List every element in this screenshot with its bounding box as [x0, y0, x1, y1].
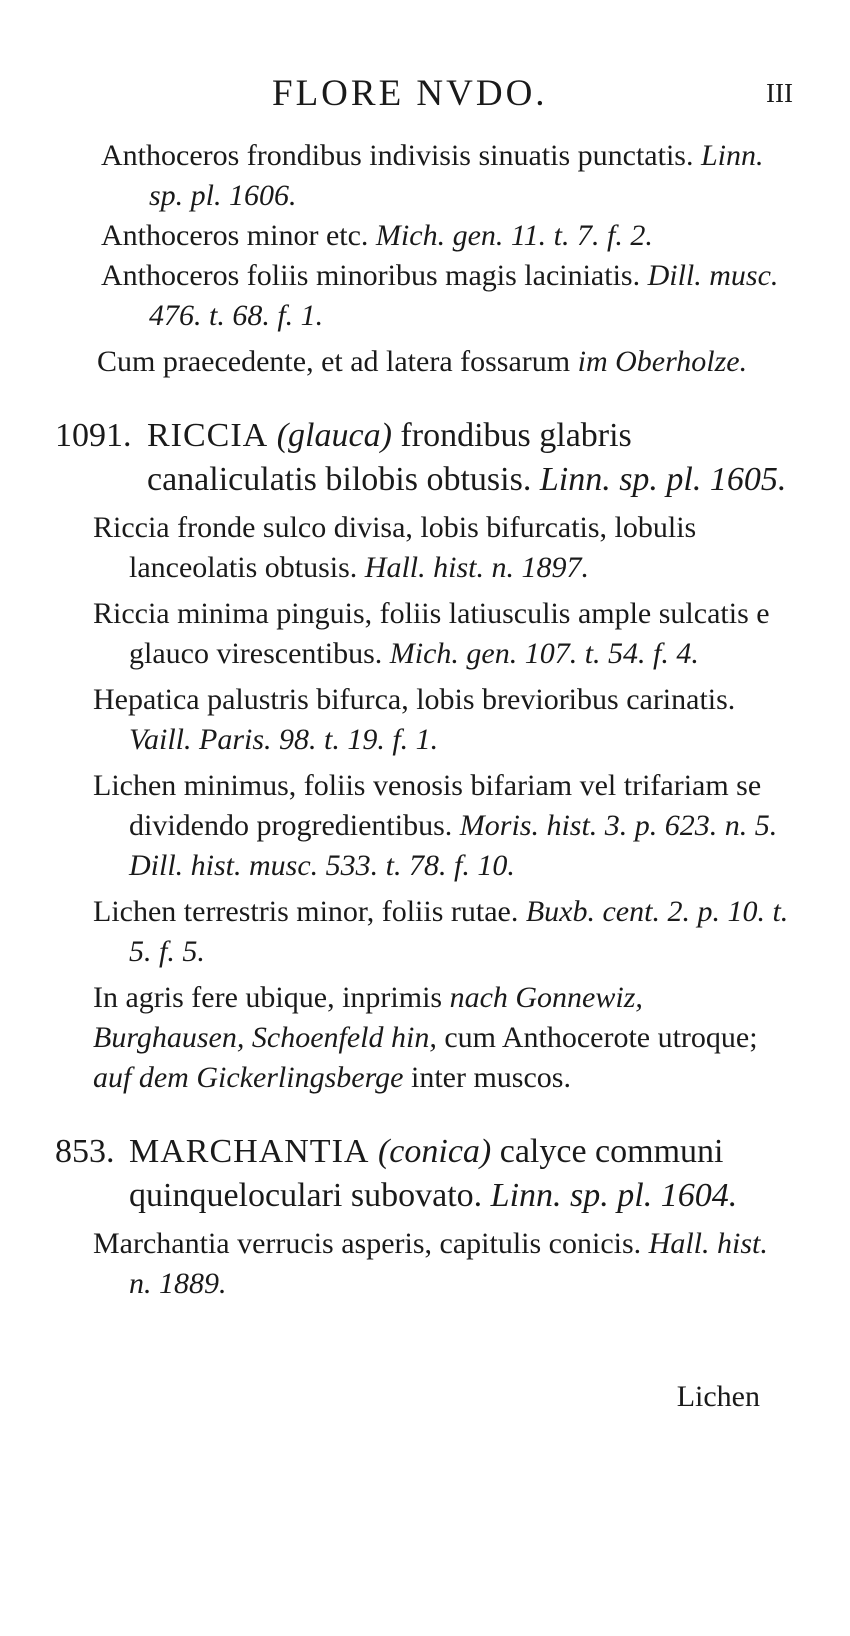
synonym-text: Lichen minimus, foliis venosis bifariam vel trifariam se dividendo progredientibus. — [93, 769, 762, 842]
synonym-reference: Dill. musc. 476. t. 68. f. 1. — [149, 259, 779, 332]
diagnosis-reference: Linn. sp. pl. 1604. — [490, 1177, 738, 1214]
synonym-text: Riccia minima pinguis, foliis latiusculis ample sulcatis e glauco virescentibus. — [93, 597, 770, 670]
entry-853-marchantia — [55, 1130, 795, 1218]
habitat-text: cum Anthocerote utroque; — [444, 1021, 758, 1054]
entry-1091-riccia — [55, 414, 795, 502]
synonym-text: Anthoceros foliis minoribus magis laciniatis. — [101, 259, 641, 292]
habitat-place: auf dem Gickerlingsberge — [93, 1061, 404, 1094]
synonym-reference: Mich. gen. 11. t. 7. f. 2. — [375, 219, 653, 252]
habitat-text: inter muscos. — [410, 1061, 571, 1094]
synonym-text: Riccia fronde sulco divisa, lobis bifurcatis, lobulis lanceolatis obtusis. — [93, 511, 697, 584]
synonym-reference: Vaill. Paris. 98. t. 19. f. 1. — [129, 723, 439, 756]
genus-name: MARCHANTIA — [129, 1133, 370, 1170]
synonym-text: Lichen terrestris minor, foliis rutae. — [93, 895, 519, 928]
entry-number: 853. — [55, 1133, 115, 1170]
synonym-text: Anthoceros minor etc. — [101, 219, 369, 252]
habitat-text: In agris fere ubique, inprimis — [93, 981, 443, 1014]
page-number: III — [766, 78, 793, 108]
catchword: Lichen — [676, 1380, 760, 1413]
diagnosis: frondibus glabris canaliculatis bilobis obtusis. — [147, 417, 632, 498]
synonym-lichen-minimus — [93, 766, 795, 886]
synonym-marchantia — [93, 1224, 795, 1304]
species-epithet: (conica) — [377, 1133, 492, 1170]
page-header — [0, 72, 850, 120]
synonym-text: Marchantia verrucis asperis, capitulis conicis. — [93, 1227, 642, 1260]
habitat-place: im Oberholze. — [577, 345, 748, 378]
diagnosis-reference: Linn. sp. pl. 1605. — [539, 461, 787, 498]
habitat-note-riccia — [93, 978, 795, 1098]
diagnosis: calyce communi quinqueloculari subovato. — [129, 1133, 724, 1214]
habitat-text: Cum praecedente, et ad latera fossarum — [97, 345, 571, 378]
running-title: FLORE NVDO. — [272, 73, 548, 114]
genus-name: RICCIA — [147, 417, 269, 454]
synonym-reference: Mich. gen. 107. t. 54. f. 4. — [389, 637, 699, 670]
habitat-place: nach Gonnewiz, Burghausen, Schoenfeld hin, — [93, 981, 643, 1054]
entry-number: 1091. — [55, 417, 132, 454]
synonym-reference: Hall. hist. n. 1889. — [129, 1227, 768, 1300]
synonym-riccia-2 — [93, 594, 795, 674]
synonym-text: Hepatica palustris bifurca, lobis brevioribus carinatis. — [93, 683, 736, 716]
habitat-note-anthoceros — [97, 342, 795, 382]
synonym-anthoceros-3 — [101, 256, 795, 336]
synonym-reference: Hall. hist. n. 1897. — [364, 551, 589, 584]
species-epithet: (glauca) — [276, 417, 392, 454]
synonym-lichen-terrestris — [93, 892, 795, 972]
page-body — [55, 136, 795, 1304]
synonym-reference: Buxb. cent. 2. p. 10. t. 5. f. 5. — [129, 895, 789, 968]
synonym-anthoceros-2 — [101, 216, 795, 256]
synonym-reference: Moris. hist. 3. p. 623. n. 5. Dill. hist. musc. 533. t. 78. f. 10. — [129, 809, 778, 882]
synonym-text: Anthoceros frondibus indivisis sinuatis punctatis. — [101, 139, 694, 172]
synonym-anthoceros-1 — [101, 136, 795, 216]
synonym-hepatica — [93, 680, 795, 760]
synonym-riccia-1 — [93, 508, 795, 588]
synonym-reference: Linn. sp. pl. 1606. — [149, 139, 764, 212]
